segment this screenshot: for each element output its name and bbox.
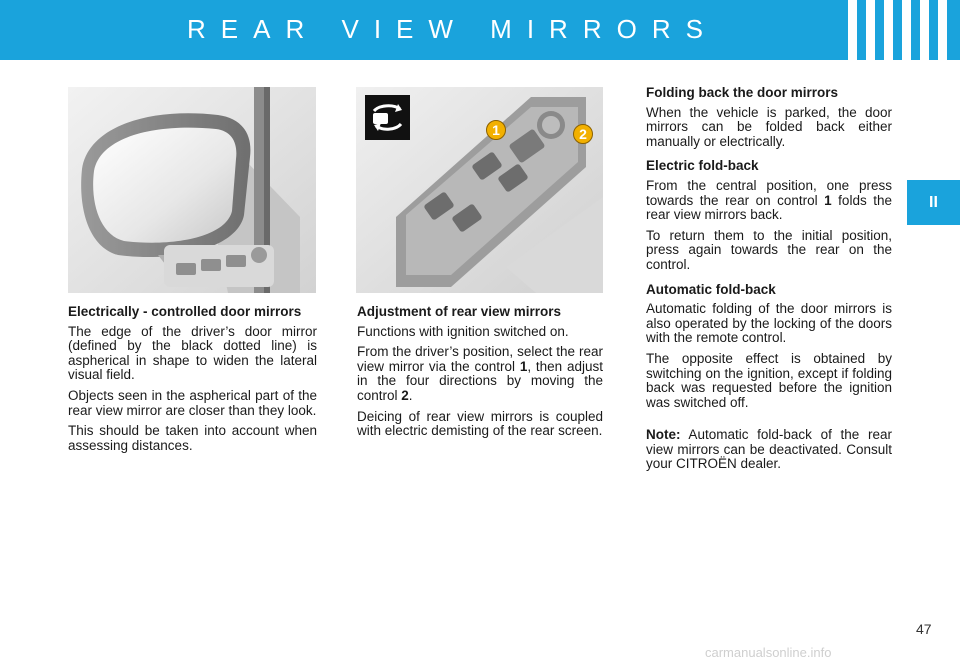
left-paragraph-3: This should be taken into account when assessing distances. bbox=[68, 423, 317, 453]
right-heading-electric: Electric fold-back bbox=[646, 158, 759, 174]
watermark: carmanualsonline.info bbox=[705, 645, 832, 660]
chapter-tab[interactable]: II bbox=[907, 180, 960, 225]
door-mirror-photo bbox=[68, 87, 316, 293]
right-paragraph-3: To return them to the initial position, press again towards the rear on the control. bbox=[646, 227, 892, 272]
right-note: Note: Automatic fold-back of the rear view mirrors can be deactivated. Consult your CITROËN dealer. bbox=[646, 427, 892, 472]
page-title: REAR VIEW MIRRORS bbox=[187, 14, 718, 44]
middle-column bbox=[357, 305, 603, 445]
right-paragraph-4: Automatic folding of the door mirrors is also operated by the locking of the doors with the remote control. bbox=[646, 301, 892, 346]
middle-paragraph-3: Deicing of rear view mirrors is coupled with electric demisting of the rear screen. bbox=[357, 408, 603, 439]
right-paragraph-5: The opposite effect is obtained by switching on the ignition, except if folding back was requested before the ignition was switched off. bbox=[646, 350, 892, 410]
callout-1-label: 1 bbox=[492, 122, 500, 138]
middle-paragraph-1: Functions with ignition switched on. bbox=[357, 323, 569, 339]
middle-heading: Adjustment of rear view mirrors bbox=[357, 304, 562, 319]
right-paragraph-2: From the central position, one press towards the rear on control 1 folds the rear view mirrors back. bbox=[646, 177, 892, 223]
left-heading: Electrically - controlled door mirrors bbox=[68, 304, 302, 319]
page-number: 47 bbox=[916, 621, 932, 637]
middle-paragraph-2: From the driver’s position, select the rear view mirror via the control 1, then adjust in the four directions by moving the control 2. bbox=[357, 344, 603, 403]
right-heading-folding: Folding back the door mirrors bbox=[646, 85, 839, 100]
callout-2 bbox=[573, 124, 593, 144]
right-heading-automatic: Automatic fold-back bbox=[646, 281, 776, 297]
page-header bbox=[0, 0, 960, 60]
header-stripes bbox=[840, 0, 960, 60]
right-paragraph-1: When the vehicle is parked, the door mirrors can be folded back either manually or electrically. bbox=[646, 104, 892, 149]
fold-back-symbol-icon bbox=[365, 95, 410, 140]
left-paragraph-1: The edge of the driver’s door mirror (defined by the black dotted line) is aspherical in shape to widen the lateral visual field. bbox=[68, 323, 317, 383]
right-column bbox=[646, 86, 892, 478]
left-column bbox=[68, 305, 317, 459]
callout-1 bbox=[486, 120, 506, 140]
left-paragraph-2: Objects seen in the aspherical part of the rear view mirror are closer than they look. bbox=[68, 387, 317, 418]
callout-2-label: 2 bbox=[579, 126, 587, 142]
